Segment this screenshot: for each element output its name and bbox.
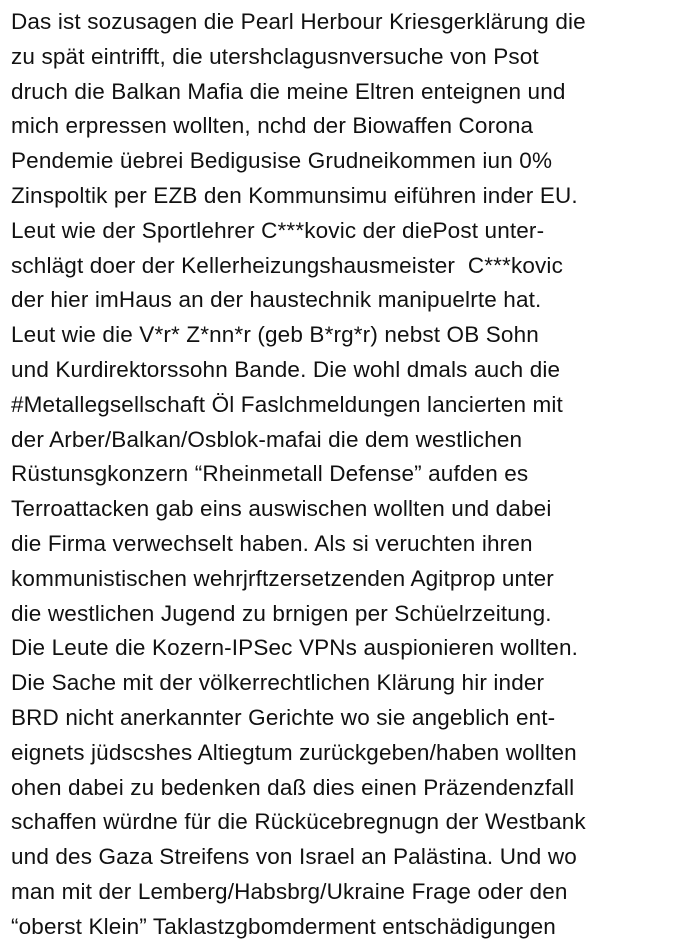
- text-line: kommunistischen wehrjrftzersetzenden Agitprop unter: [11, 565, 554, 591]
- text-line: mich erpressen wollten, nchd der Biowaffen Corona: [11, 113, 534, 139]
- text-line: ohen dabei zu bedenken daß dies einen Präzendenzfall: [11, 774, 575, 800]
- text-line: Leut wie der Sportlehrer C***kovic der diePost unter-: [11, 217, 545, 243]
- text-line: die westlichen Jugend zu brnigen per Schüelrzeitung.: [11, 600, 552, 626]
- text-line: man mit der Lemberg/Habsbrg/Ukraine Frage oder den: [11, 878, 568, 904]
- text-line: und des Gaza Streifens von Israel an Palästina. Und wo: [11, 844, 577, 870]
- text-line: druch die Balkan Mafia die meine Eltren enteignen und: [11, 78, 566, 104]
- text-line: BRD nicht anerkannter Gerichte wo sie angeblich ent-: [11, 704, 556, 730]
- text-line: eignets jüdscshes Altiegtum zurückgeben/haben wollten: [11, 739, 577, 765]
- text-line: der Arber/Balkan/Osblok-mafai die dem westlichen: [11, 426, 523, 452]
- text-line: und Kurdirektorssohn Bande. Die wohl dmals auch die: [11, 356, 561, 382]
- text-line: #Metallegsellschaft Öl Faslchmeldungen lancierten mit: [11, 391, 563, 417]
- text-line: Rüstunsgkonzern “Rheinmetall Defense” aufden es: [11, 461, 529, 487]
- text-line: Zinspoltik per EZB den Kommunsimu eiführen inder EU.: [11, 182, 578, 208]
- text-line: die Firma verwechselt haben. Als si veruchten ihren: [11, 530, 533, 556]
- text-line: Das ist sozusagen die Pearl Herbour Kriesgerklärung die: [11, 9, 586, 34]
- text-line: Die Leute die Kozern-IPSec VPNs auspionieren wollten.: [11, 635, 579, 661]
- text-line: schaffen würdne für die Rückücebregnugn der Westbank: [11, 809, 586, 835]
- text-line: Terroattacken gab eins auswischen wollten und dabei: [11, 496, 552, 522]
- text-line: Die Sache mit der völkerrechtlichen Klärung hir inder: [11, 670, 545, 696]
- text-line: “oberst Klein” Taklastzgbomderment entschädigungen: [11, 913, 556, 939]
- text-line: schlägt doer der Kellerheizungshausmeister C***kovic: [11, 252, 563, 278]
- text-line: Pendemie üebrei Bedigusise Grudneikommen iun 0%: [11, 148, 553, 174]
- text-line: zu spät eintrifft, die utershclagusnversuche von Psot: [11, 43, 539, 69]
- text-line: Leut wie die V*r* Z*nn*r (geb B*rg*r) nebst OB Sohn: [11, 322, 539, 348]
- document-body: [11, 5, 681, 945]
- text-line: der hier imHaus an der haustechnik manipuelrte hat.: [11, 287, 542, 313]
